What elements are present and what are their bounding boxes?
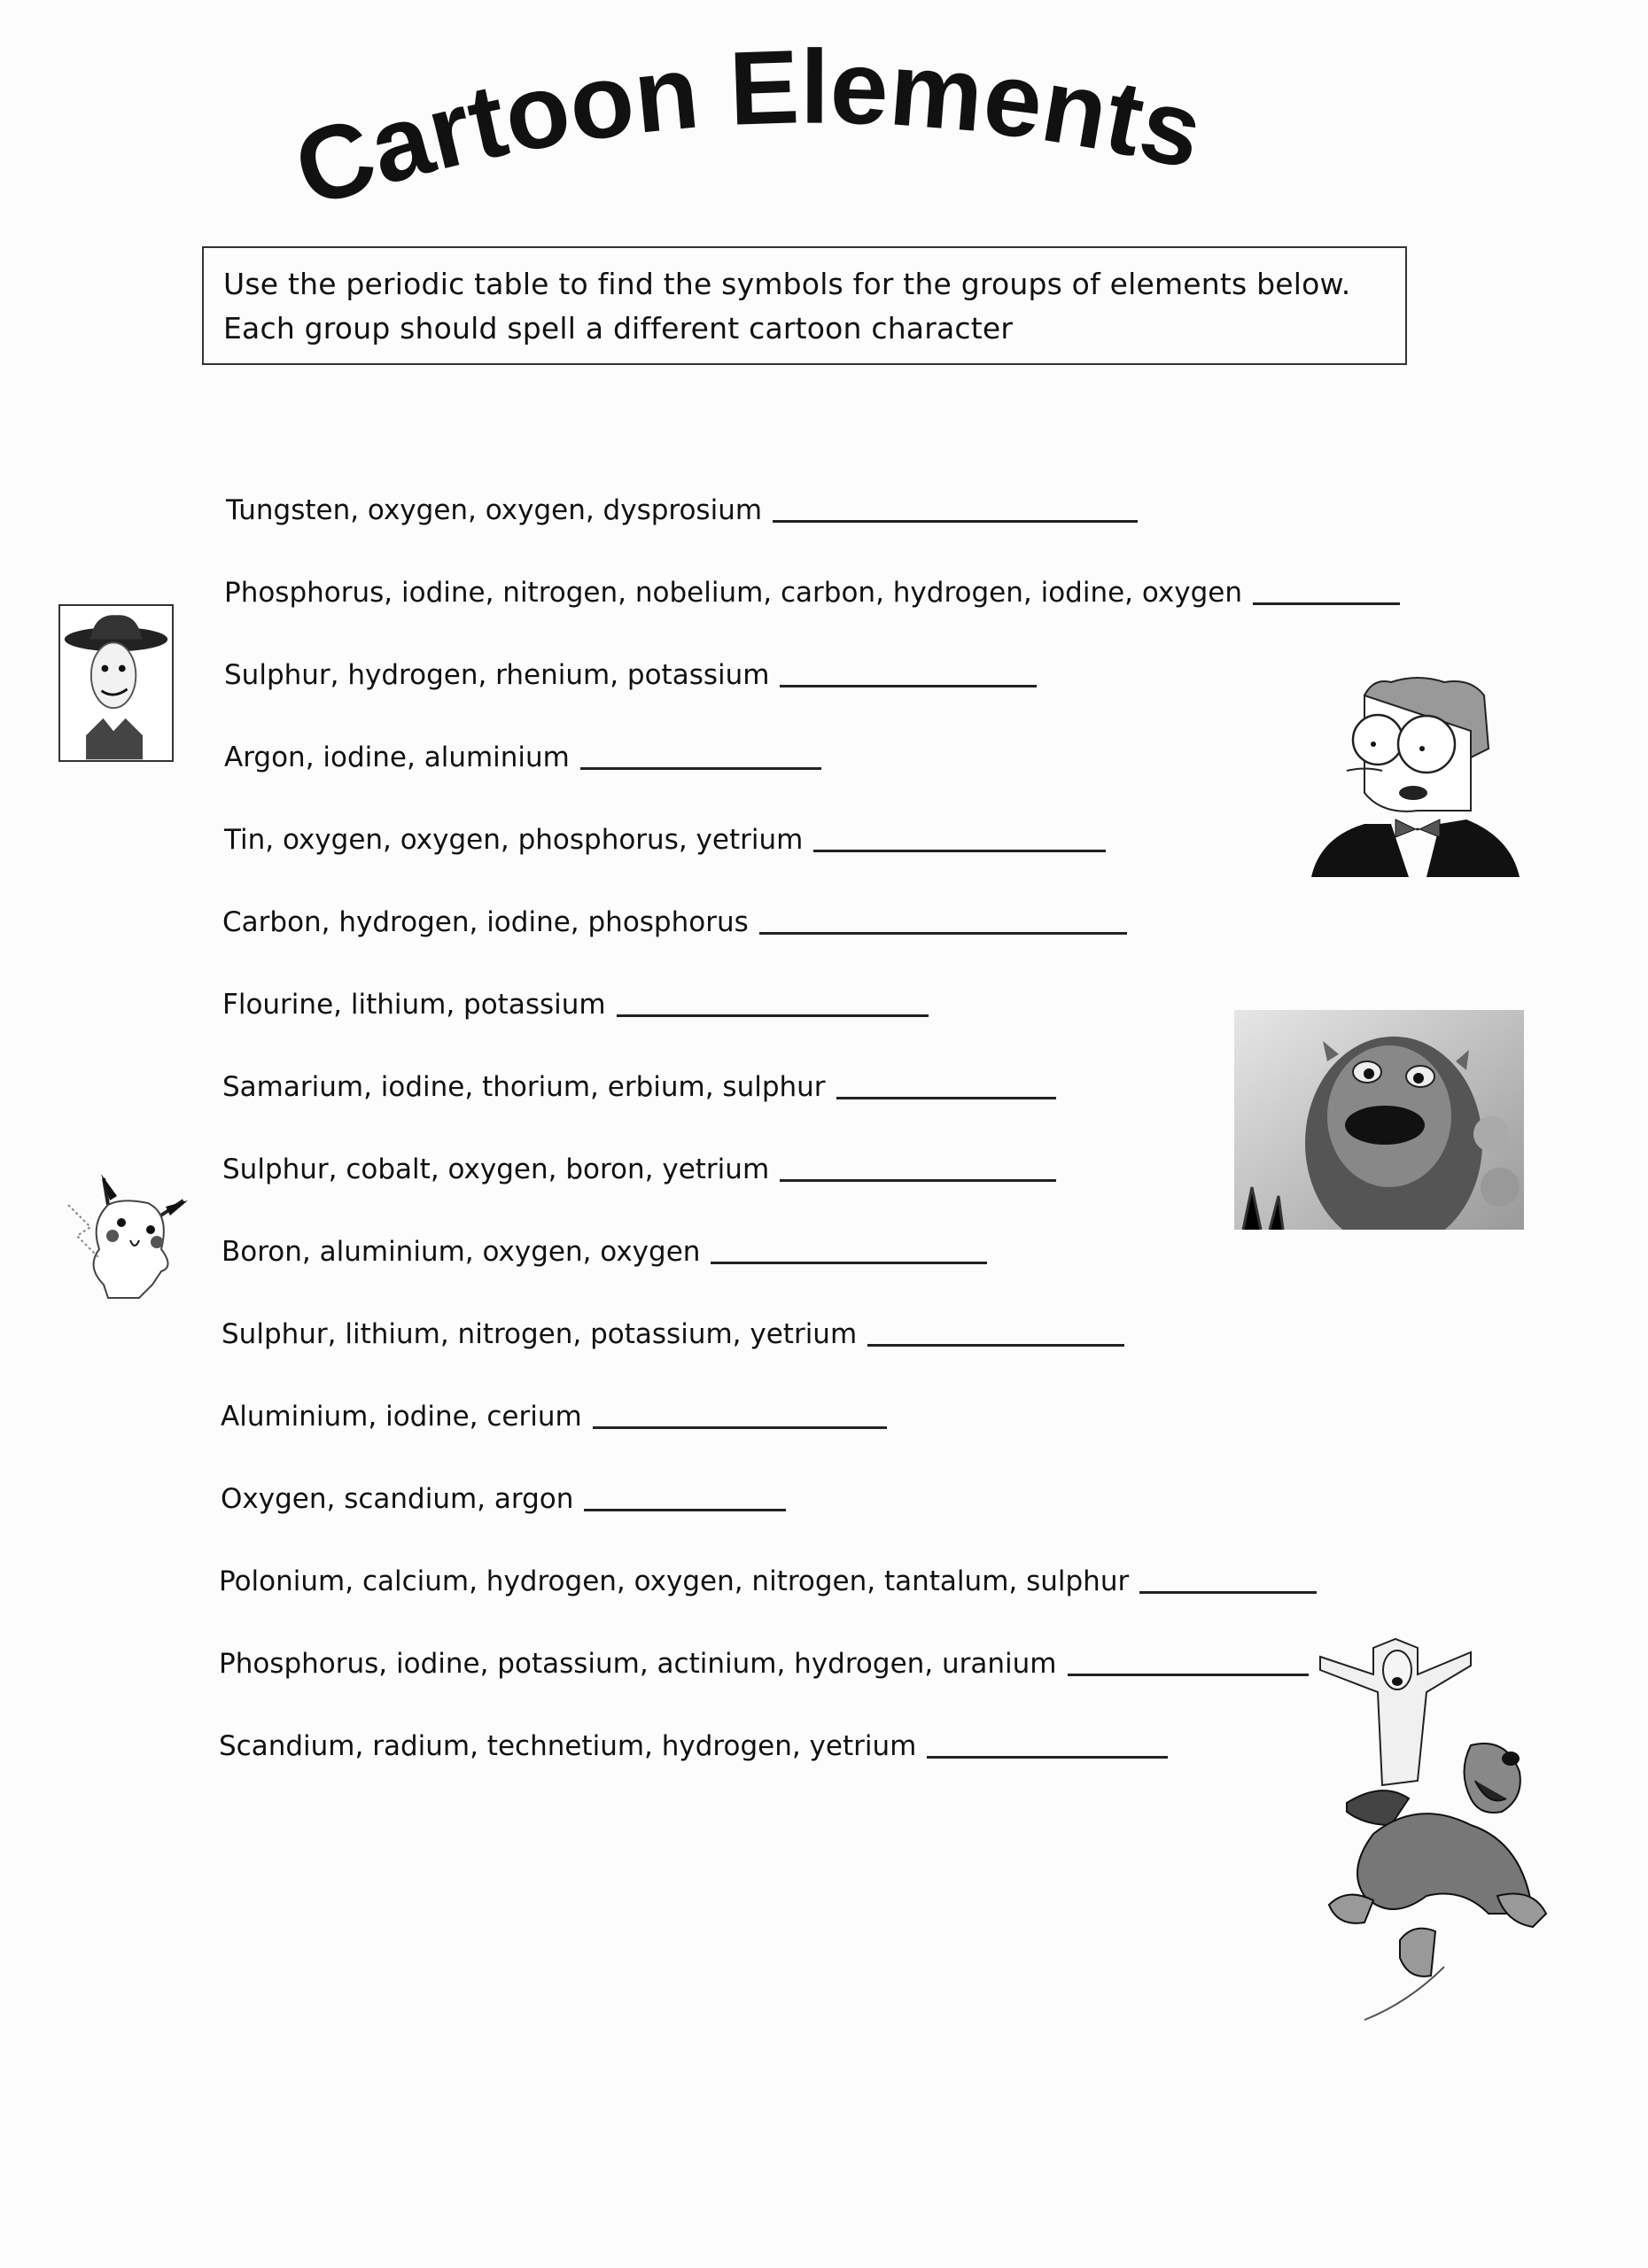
- answer-blank[interactable]: [927, 1756, 1168, 1759]
- question-text: Tungsten, oxygen, oxygen, dysprosium: [226, 494, 763, 526]
- shrek-illustration: [1234, 1010, 1524, 1230]
- question-text: Sulphur, cobalt, oxygen, boron, yetrium: [222, 1153, 770, 1185]
- answer-blank[interactable]: [580, 767, 821, 770]
- instructions-line-1: Use the periodic table to find the symbols for the groups of elements below.: [223, 267, 1351, 301]
- question-row: [224, 822, 1106, 858]
- answer-blank[interactable]: [759, 932, 1127, 935]
- question-row: [222, 1152, 1056, 1187]
- question-text: Aluminium, iodine, cerium: [221, 1401, 582, 1433]
- answer-blank[interactable]: [813, 850, 1106, 852]
- question-text: Argon, iodine, aluminium: [224, 742, 570, 773]
- dog-and-man-icon: [1311, 1621, 1551, 2029]
- smithers-illustration: [1311, 660, 1520, 877]
- man-with-glasses-icon: [1311, 660, 1520, 877]
- instructions-line-2: Each group should spell a different cartoon character: [223, 311, 1014, 346]
- answer-blank[interactable]: [867, 1344, 1124, 1347]
- question-text: Phosphorus, iodine, potassium, actinium, hydrogen, uranium: [219, 1648, 1057, 1680]
- question-text: Flourine, lithium, potassium: [222, 989, 606, 1021]
- question-row: [224, 740, 821, 775]
- answer-blank[interactable]: [780, 685, 1037, 687]
- question-row: [222, 987, 929, 1022]
- question-text: Boron, aluminium, oxygen, oxygen: [222, 1236, 701, 1268]
- cowboy-icon: [60, 606, 172, 760]
- question-row: [222, 1317, 1124, 1352]
- answer-blank[interactable]: [1253, 602, 1400, 605]
- question-row: [224, 575, 1400, 610]
- question-text: Scandium, radium, technetium, hydrogen, yetrium: [219, 1730, 917, 1762]
- answer-blank[interactable]: [593, 1426, 887, 1429]
- question-row: [222, 905, 1127, 940]
- ogre-icon: [1234, 1010, 1524, 1230]
- question-text: Samarium, iodine, thorium, erbium, sulphur: [222, 1071, 826, 1103]
- answer-blank[interactable]: [584, 1509, 786, 1511]
- electric-mouse-icon: [55, 1152, 188, 1302]
- question-text: Phosphorus, iodine, nitrogen, nobelium, carbon, hydrogen, iodine, oxygen: [224, 577, 1242, 609]
- answer-blank[interactable]: [1068, 1674, 1309, 1676]
- woody-illustration: [58, 604, 174, 762]
- answer-blank[interactable]: [1139, 1591, 1317, 1594]
- question-text: Tin, oxygen, oxygen, phosphorus, yetrium: [224, 824, 804, 856]
- question-text: Sulphur, hydrogen, rhenium, potassium: [224, 659, 770, 691]
- question-row: [222, 1234, 987, 1270]
- question-text: Sulphur, lithium, nitrogen, potassium, yetrium: [222, 1318, 858, 1350]
- title-text: Cartoon Elements: [281, 28, 1213, 230]
- pikachu-illustration: [55, 1152, 188, 1302]
- answer-blank[interactable]: [780, 1179, 1056, 1182]
- question-text: Carbon, hydrogen, iodine, phosphorus: [222, 906, 749, 938]
- question-row: [222, 1069, 1056, 1105]
- question-row: [221, 1399, 887, 1434]
- question-text: Oxygen, scandium, argon: [221, 1483, 574, 1515]
- answer-blank[interactable]: [836, 1097, 1056, 1099]
- question-row: [224, 657, 1037, 693]
- question-row: [221, 1481, 786, 1517]
- question-row: [219, 1728, 1168, 1764]
- question-text: Polonium, calcium, hydrogen, oxygen, nitrogen, tantalum, sulphur: [219, 1565, 1130, 1597]
- answer-blank[interactable]: [711, 1262, 987, 1264]
- scooby-doo-illustration: [1311, 1621, 1551, 2029]
- answer-blank[interactable]: [773, 520, 1138, 523]
- question-row: [219, 1564, 1317, 1599]
- question-row: [219, 1646, 1309, 1682]
- answer-blank[interactable]: [617, 1014, 929, 1017]
- question-row: [226, 493, 1138, 528]
